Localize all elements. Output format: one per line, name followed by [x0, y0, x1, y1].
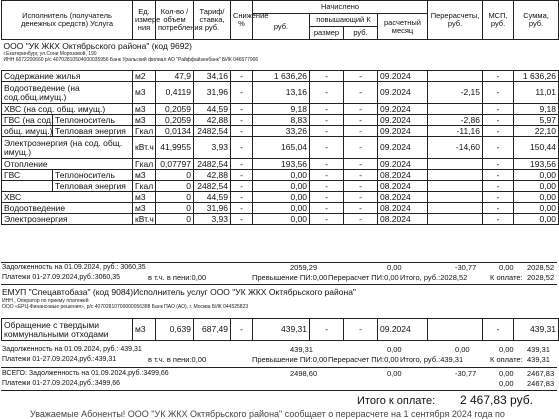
col-month: расчетный месяц: [378, 14, 428, 40]
col-executor: Исполнитель (получатель денежных средств) Услуга: [2, 1, 133, 40]
summary1-over: Превышение ПИ:0,00: [252, 273, 328, 282]
service-subname: Теплоноситель: [53, 115, 133, 126]
qty-cell: 47,9: [156, 71, 194, 82]
qty-cell: 0,2059: [156, 115, 194, 126]
month-cell: 09.2024: [378, 82, 428, 104]
sum-cell: 193,56: [514, 159, 559, 170]
sum-cell: 1 636,26: [514, 71, 559, 82]
accrued-cell: 439,31: [253, 319, 310, 341]
unit-cell: кВт.ч: [133, 214, 156, 225]
col-sum: Сумма, руб.: [514, 1, 559, 40]
all-v4: 0,00: [499, 369, 514, 378]
qty-cell: 0,07797: [156, 159, 194, 170]
k-rub-cell: -: [344, 71, 378, 82]
table-row: [2, 159, 559, 170]
reduction-cell: -: [231, 104, 253, 115]
table-row: [2, 319, 559, 341]
table-row: [2, 82, 559, 104]
org1-charges: [2, 71, 559, 225]
k-rub-cell: -: [344, 192, 378, 203]
summary2-v4: 0,00: [499, 345, 514, 354]
grand-total-label: Итого к оплате:: [357, 395, 436, 407]
msp-cell: -: [483, 181, 514, 192]
month-cell: 09.2024: [378, 71, 428, 82]
service-name: Отопление: [2, 159, 133, 170]
col-tariff: Тариф/ ставка, руб.: [194, 1, 231, 40]
accrued-cell: 13,16: [253, 82, 310, 104]
msp-cell: -: [483, 159, 514, 170]
charges-table: [1, 0, 559, 225]
reduction-cell: -: [231, 203, 253, 214]
sum-cell: 22,10: [514, 126, 559, 137]
recalc-cell: -11,16: [428, 126, 483, 137]
org1-bank: ИНН 6672200660 р/с 40702810504000035956 Банк Уральский филиал АО "Райффайзенбанк" БИК 046577906: [3, 57, 259, 63]
table-row: [2, 137, 559, 159]
sum-cell: 0,00: [514, 181, 559, 192]
reduction-cell: -: [231, 71, 253, 82]
qty-cell: 0: [156, 214, 194, 225]
month-cell: 09.2024: [378, 319, 428, 341]
all-v1: 2498,60: [290, 369, 318, 378]
qty-cell: 0: [156, 181, 194, 192]
reduction-cell: -: [231, 214, 253, 225]
service-name: Электроэнергия (на сод. общ. имущ.): [2, 137, 133, 159]
summary2-paid: Платежи 01-27.09.2024,руб.:439,31: [2, 356, 117, 363]
msp-cell: -: [483, 104, 514, 115]
table-row: [2, 203, 559, 214]
accrued-cell: 0,00: [253, 203, 310, 214]
k-rub-cell: -: [344, 137, 378, 159]
qty-cell: 0: [156, 203, 194, 214]
service-name: Содержание жилья: [2, 71, 133, 82]
divider: [1, 390, 557, 391]
reduction-cell: -: [231, 319, 253, 341]
summary2-v1: 439,31: [290, 345, 313, 354]
summary1-paid-pi: в т.ч. в пени:0,00: [148, 273, 207, 282]
accrued-cell: 0,00: [253, 181, 310, 192]
unit-cell: Гкал: [133, 159, 156, 170]
all-paid-v2: 2467,83: [527, 379, 555, 388]
accrued-cell: 33,26: [253, 126, 310, 137]
qty-cell: 41,9955: [156, 137, 194, 159]
table-row: [2, 71, 559, 82]
accrued-cell: 193,56: [253, 159, 310, 170]
summary2-v5: 439,31: [527, 345, 550, 354]
msp-cell: -: [483, 71, 514, 82]
sum-cell: 11,01: [514, 82, 559, 104]
k-size-cell: -: [310, 126, 344, 137]
summary1-paid-line: [2, 274, 557, 282]
sum-cell: 150,44: [514, 137, 559, 159]
col-increasing: повышающий К: [310, 14, 378, 27]
recalc-cell: [428, 104, 483, 115]
summary2-debt: Задолженность на 01.09.2024, руб.: 439,31: [2, 346, 142, 353]
col-msp: МСП, руб.: [483, 1, 514, 40]
unit-cell: м2: [133, 71, 156, 82]
qty-cell: 0,4119: [156, 82, 194, 104]
unit-cell: Гкал: [133, 126, 156, 137]
tariff-cell: 42,88: [194, 170, 231, 181]
summary1-to-pay-label: К оплате:: [490, 273, 523, 282]
msp-cell: -: [483, 137, 514, 159]
sum-cell: 439,31: [514, 319, 559, 341]
k-size-cell: -: [310, 159, 344, 170]
service-name: ГВС: [2, 170, 53, 181]
k-rub-cell: -: [344, 126, 378, 137]
org1-address: г.Екатеринбург, ул.Сони Морозовой, 190: [3, 51, 97, 57]
org2-line2: ИНН , Оператор по приему платежей: [2, 298, 89, 304]
msp-cell: -: [483, 115, 514, 126]
all-v3: -30,77: [455, 369, 477, 378]
accrued-cell: 8,83: [253, 115, 310, 126]
sum-cell: 5,97: [514, 115, 559, 126]
sum-cell: 0,00: [514, 170, 559, 181]
k-rub-cell: -: [344, 159, 378, 170]
col-recalc: Перерасчеты, руб.: [428, 1, 483, 40]
qty-cell: 0: [156, 170, 194, 181]
month-cell: 09.2024: [378, 159, 428, 170]
tariff-cell: 2482,54: [194, 159, 231, 170]
k-size-cell: -: [310, 181, 344, 192]
tariff-cell: 31,96: [194, 203, 231, 214]
tariff-cell: 34,16: [194, 71, 231, 82]
summary2-to-pay: 439,31: [527, 355, 550, 364]
col-size: размер: [310, 27, 344, 40]
sum-cell: 0,00: [514, 203, 559, 214]
msp-cell: -: [483, 203, 514, 214]
col-qty: Кол-во / объем потребления: [156, 1, 194, 40]
k-rub-cell: -: [344, 203, 378, 214]
sum-cell: 0,00: [514, 214, 559, 225]
summary1-v4: 0,00: [499, 263, 514, 272]
reduction-cell: -: [231, 126, 253, 137]
accrued-cell: 0,00: [253, 170, 310, 181]
k-size-cell: -: [310, 319, 344, 341]
k-rub-cell: -: [344, 319, 378, 341]
org1-row: [2, 40, 559, 71]
table-row: [2, 192, 559, 203]
reduction-cell: -: [231, 181, 253, 192]
qty-cell: 0,2059: [156, 104, 194, 115]
charges-table-2: [1, 318, 559, 341]
k-size-cell: -: [310, 203, 344, 214]
recalc-cell: [428, 319, 483, 341]
recalc-cell: [428, 203, 483, 214]
col-reduction: Снижение %: [231, 1, 253, 40]
unit-cell: м3: [133, 104, 156, 115]
summary1-v1: 2059,29: [290, 263, 318, 272]
accrued-cell: 0,00: [253, 192, 310, 203]
k-size-cell: -: [310, 115, 344, 126]
recalc-cell: [428, 170, 483, 181]
k-rub-cell: -: [344, 181, 378, 192]
table-row: [2, 181, 559, 192]
k-size-cell: -: [310, 71, 344, 82]
qty-cell: 0,639: [156, 319, 194, 341]
all-debt-line: [2, 370, 557, 378]
summary2-v2: 0,00: [387, 345, 402, 354]
month-cell: 08.2024: [378, 203, 428, 214]
summary1-v2: 0,00: [387, 263, 402, 272]
unit-cell: Гкал: [133, 181, 156, 192]
reduction-cell: -: [231, 170, 253, 181]
k-size-cell: -: [310, 82, 344, 104]
all-paid-line: [2, 380, 557, 388]
k-size-cell: -: [310, 214, 344, 225]
tariff-cell: 2482,54: [194, 126, 231, 137]
summary2-over: Превышение ПИ:0,00: [252, 355, 328, 364]
summary1-paid: Платежи 01-27.09.2024,руб.:3060,35: [2, 274, 121, 281]
service-name: Водоотведение (на сод.общ.имущ.): [2, 82, 133, 104]
recalc-cell: -2,15: [428, 82, 483, 104]
col-k-rub: руб.: [344, 27, 378, 40]
month-cell: 08.2024: [378, 181, 428, 192]
tariff-cell: 42,88: [194, 115, 231, 126]
reduction-cell: -: [231, 159, 253, 170]
summary1-v3: -30,77: [455, 263, 477, 272]
k-size-cell: -: [310, 137, 344, 159]
service-name: Водоотведение: [2, 203, 133, 214]
tariff-cell: 3,93: [194, 214, 231, 225]
tariff-cell: 44,59: [194, 104, 231, 115]
unit-cell: м3: [133, 192, 156, 203]
qty-cell: 0,0134: [156, 126, 194, 137]
tariff-cell: 31,96: [194, 82, 231, 104]
all-v5: 2467,83: [527, 369, 555, 378]
all-paid: Платежи 01-27.09.2024,руб.:3499,66: [2, 380, 121, 387]
table-header-row: [2, 1, 559, 14]
tariff-cell: 687,49: [194, 319, 231, 341]
org2-line3: ООО «ЕРЦ-Финансовые решения», р/с 40702810700000056388 Банк ПАО (АО), г. Москва БИК 044525823: [2, 304, 249, 310]
summary1-v5: 2028,52: [527, 263, 555, 272]
recalc-cell: [428, 192, 483, 203]
service-name: [2, 181, 53, 192]
summary2-paid-pi: в т.ч. в пени:0,00: [148, 355, 207, 364]
k-size-cell: -: [310, 104, 344, 115]
unit-cell: м3: [133, 203, 156, 214]
tariff-cell: 2482,54: [194, 181, 231, 192]
recalc-cell: [428, 181, 483, 192]
tariff-cell: 3,93: [194, 137, 231, 159]
service-subname: Теплоноситель: [53, 170, 133, 181]
k-size-cell: -: [310, 192, 344, 203]
footer-notice: Уважаемые Абоненты! ООО "УК ЖКХ Октябрьского района" сообщает о перерасчете на 1 сентября 2024 года по: [30, 409, 505, 419]
unit-cell: м3: [133, 82, 156, 104]
unit-cell: м3: [133, 319, 156, 341]
org1-name: ООО "УК ЖКХ Октябрьского района" (код 9692): [3, 41, 192, 51]
qty-cell: 0: [156, 192, 194, 203]
service-name: ХВС (на сод. общ. имущ.): [2, 104, 133, 115]
msp-cell: -: [483, 192, 514, 203]
service-subname: Тепловая энергия: [53, 181, 133, 192]
table-row: [2, 126, 559, 137]
recalc-cell: -14,60: [428, 137, 483, 159]
col-rub: руб.: [253, 14, 310, 40]
reduction-cell: -: [231, 115, 253, 126]
msp-cell: -: [483, 214, 514, 225]
summary1-total: Итого, руб.:2028,52: [400, 273, 468, 282]
recalc-cell: -2,86: [428, 115, 483, 126]
k-size-cell: -: [310, 170, 344, 181]
month-cell: 08.2024: [378, 214, 428, 225]
accrued-cell: 9,18: [253, 104, 310, 115]
reduction-cell: -: [231, 82, 253, 104]
k-rub-cell: -: [344, 115, 378, 126]
org2-name: ЕМУП "Спецавтобаза" (код 9084)Исполнитель услуг ООО "УК ЖКХ Октябрьского района": [2, 287, 356, 297]
service-subname: Тепловая энергия: [53, 126, 133, 137]
k-rub-cell: -: [344, 104, 378, 115]
month-cell: 09.2024: [378, 137, 428, 159]
summary1-debt-line: [2, 264, 557, 272]
month-cell: 08.2024: [378, 170, 428, 181]
month-cell: 09.2024: [378, 115, 428, 126]
k-rub-cell: -: [344, 82, 378, 104]
summary2-total: Итого, руб.:439,31: [400, 355, 464, 364]
summary2-to-pay-label: К оплате:: [490, 355, 523, 364]
service-name: ХВС: [2, 192, 133, 203]
service-name: общ. имущ.): [2, 126, 53, 137]
table-row: [2, 170, 559, 181]
sum-cell: 0,00: [514, 192, 559, 203]
msp-cell: -: [483, 82, 514, 104]
all-debt: ВСЕГО: Задолженность на 01.09.2024,руб.:3499,66: [2, 370, 169, 377]
table-row: [2, 104, 559, 115]
org2-charges: [2, 319, 559, 341]
summary2-debt-line: [2, 346, 557, 354]
col-accrued: Начислено: [253, 1, 428, 14]
table-row: [2, 115, 559, 126]
summary2-paid-line: [2, 356, 557, 364]
summary1-recalc-penalty: Перерасчет ПИ:0,00: [328, 273, 399, 282]
msp-cell: -: [483, 126, 514, 137]
month-cell: 09.2024: [378, 126, 428, 137]
reduction-cell: -: [231, 137, 253, 159]
accrued-cell: 0,00: [253, 214, 310, 225]
unit-cell: кВт.ч: [133, 137, 156, 159]
service-name: Электроэнергия: [2, 214, 133, 225]
summary2-recalc-penalty: Перерасчет ПИ:0,00: [328, 355, 399, 364]
table-row: [2, 214, 559, 225]
col-unit: Ед. измере ния: [133, 1, 156, 40]
tariff-cell: 44,59: [194, 192, 231, 203]
summary2-v3: 0,00: [455, 345, 470, 354]
month-cell: 08.2024: [378, 192, 428, 203]
sum-cell: 9,18: [514, 104, 559, 115]
divider: [1, 284, 557, 285]
service-name: ГВС (на сод.: [2, 115, 53, 126]
service-name: Обращение с твердыми коммунальными отходами: [2, 319, 133, 341]
recalc-cell: [428, 71, 483, 82]
all-paid-v: 0,00: [499, 379, 514, 388]
k-rub-cell: -: [344, 214, 378, 225]
divider: [1, 367, 557, 368]
unit-cell: м3: [133, 170, 156, 181]
msp-cell: -: [483, 170, 514, 181]
month-cell: 09.2024: [378, 104, 428, 115]
accrued-cell: 1 636,26: [253, 71, 310, 82]
recalc-cell: [428, 214, 483, 225]
unit-cell: м3: [133, 115, 156, 126]
summary1-debt: Задолженность на 01.09.2024, руб.: 3060,35: [2, 264, 146, 271]
msp-cell: -: [483, 319, 514, 341]
all-v2: 0,00: [387, 369, 402, 378]
k-rub-cell: -: [344, 170, 378, 181]
summary1-to-pay: 2028,52: [527, 273, 555, 282]
grand-total-value: 2 467,83 руб.: [460, 393, 533, 407]
recalc-cell: [428, 159, 483, 170]
accrued-cell: 165,04: [253, 137, 310, 159]
reduction-cell: -: [231, 192, 253, 203]
